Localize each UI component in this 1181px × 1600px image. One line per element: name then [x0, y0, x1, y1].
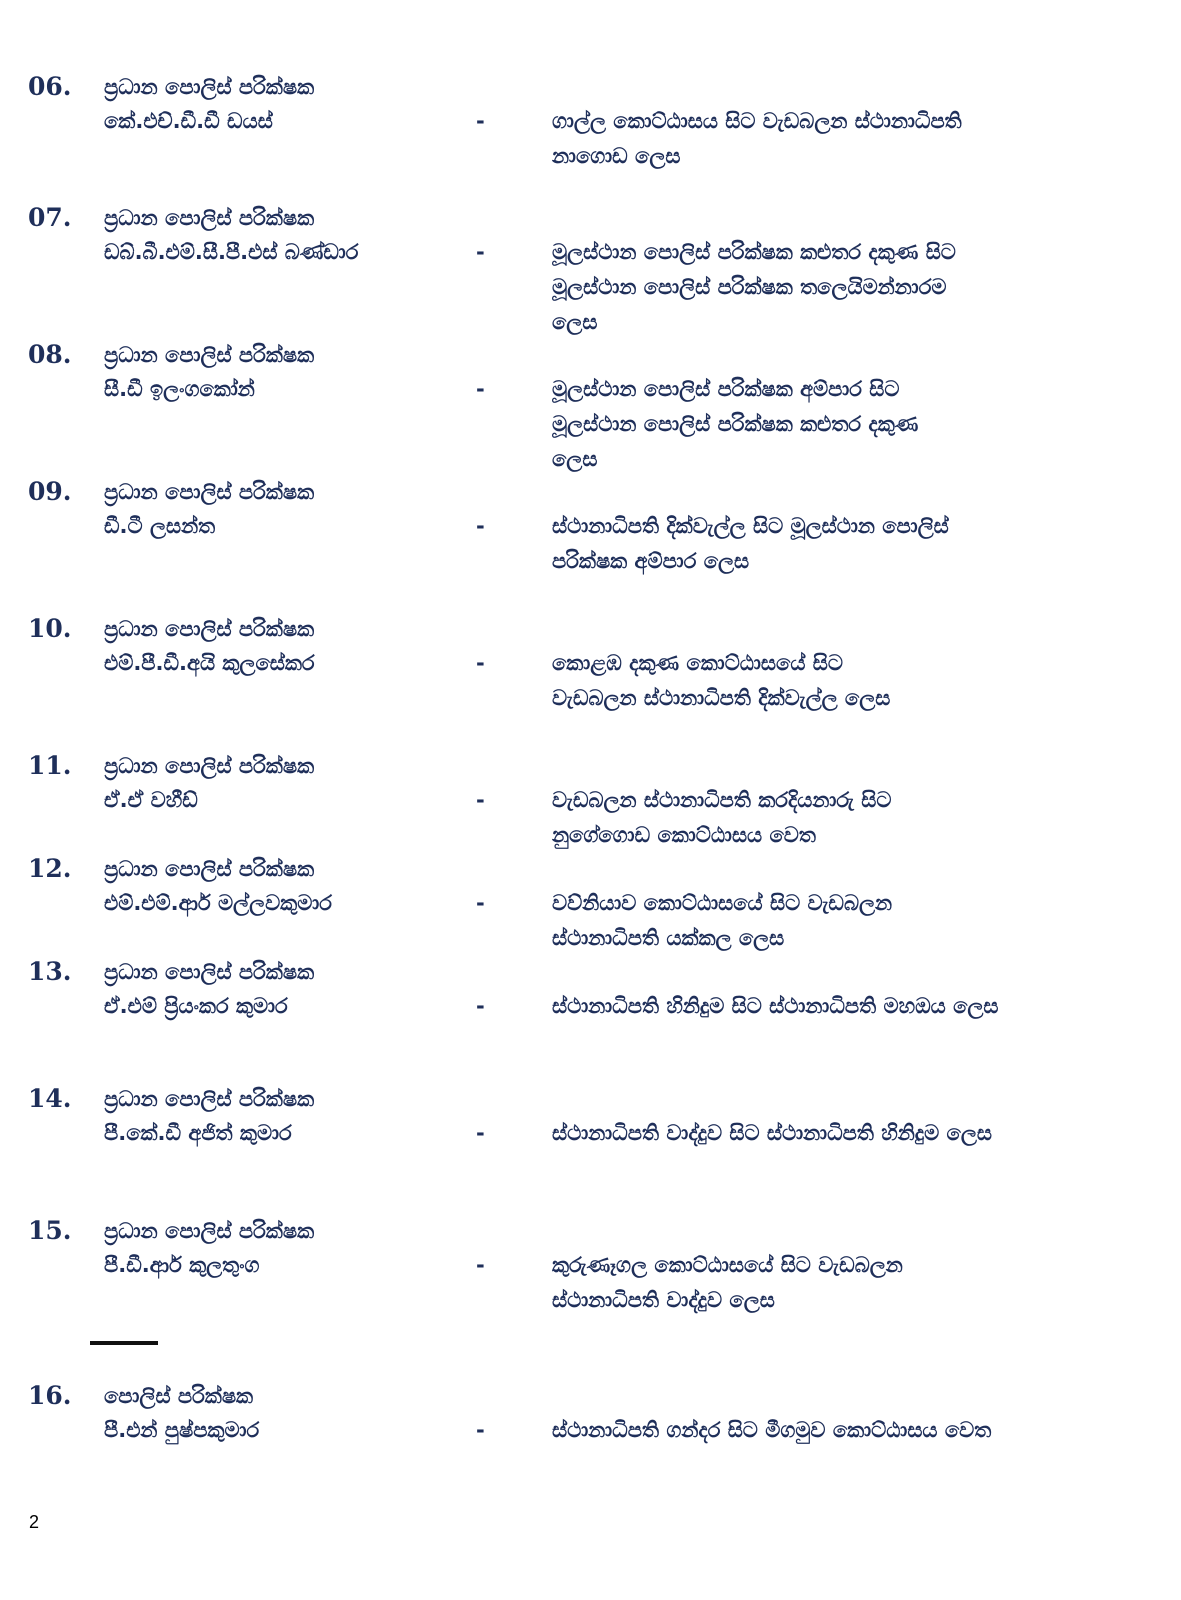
- separator-dash: -: [476, 109, 485, 133]
- officer-name: සී.ඩී ඉලංගකෝන්: [104, 377, 255, 401]
- officer-rank: ප්‍රධාන පොලිස් පරික්ෂක: [104, 617, 315, 641]
- transfer-line: වැඩබලන ස්ථානාධිපති දික්වැල්ල ලෙස: [552, 686, 891, 710]
- officer-name: කේ.එච්.ඩී.ඩී ඩයස්: [104, 109, 273, 133]
- officer-rank: ප්‍රධාන පොලිස් පරික්ෂක: [104, 1087, 315, 1111]
- transfer-line: මූලස්ථාන පොලිස් පරික්ෂක කළුතර දකුණ: [552, 412, 919, 436]
- transfer-line: කොළඹ දකුණ කොට්ඨාසයේ සිට: [552, 651, 843, 675]
- entry-number: 10.: [28, 614, 72, 643]
- transfer-description: [552, 104, 1132, 174]
- transfer-line: ගාල්ල කොට්ඨාසය සිට වැඩබලන ස්ථානාධිපති: [552, 109, 962, 133]
- entry-number: 09.: [28, 477, 72, 506]
- transfer-line: ස්ථානාධිපති දික්වැල්ල සිට මූලස්ථාන පොලිස්: [552, 514, 949, 538]
- transfer-description: [552, 235, 1132, 340]
- separator-dash: -: [476, 240, 485, 264]
- officer-rank: ප්‍රධාන පොලිස් පරික්ෂක: [104, 1219, 315, 1243]
- officer-rank: ප්‍රධාන පොලිස් පරික්ෂක: [104, 206, 315, 230]
- transfer-description: [552, 1248, 1132, 1318]
- officer-name: පී.එන් පුෂ්පකුමාර: [104, 1418, 260, 1442]
- transfer-line: ලෙස: [552, 310, 598, 334]
- entry-number: 15.: [28, 1216, 72, 1245]
- officer-rank: ප්‍රධාන පොලිස් පරික්ෂක: [104, 480, 315, 504]
- entry-number: 07.: [28, 203, 72, 232]
- entry-number: 08.: [28, 340, 72, 369]
- officer-name: ඩී.ටී ලසන්ත: [104, 514, 216, 538]
- separator-dash: -: [476, 1418, 485, 1442]
- transfer-line: වැඩබලන ස්ථානාධිපති කරදියනාරු සිට: [552, 788, 892, 812]
- transfer-description: [552, 1413, 1132, 1448]
- transfer-description: [552, 783, 1132, 853]
- entry-number: 12.: [28, 854, 72, 883]
- separator-dash: -: [476, 891, 485, 915]
- transfer-line: ස්ථානාධිපති වාද්දුව සිට ස්ථානාධිපති හිනිදුම ලෙස: [552, 1121, 992, 1145]
- officer-rank: ප්‍රධාන පොලිස් පරික්ෂක: [104, 857, 315, 881]
- transfer-line: කුරුණෑගල කොට්ඨාසයේ සිට වැඩබලන: [552, 1253, 903, 1277]
- entry-number: 11.: [28, 751, 72, 780]
- transfer-line: ස්ථානාධිපති වාද්දුව ලෙස: [552, 1288, 775, 1312]
- section-divider: [90, 1341, 158, 1345]
- entry-number: 13.: [28, 957, 72, 986]
- entry-number: 16.: [28, 1381, 72, 1410]
- officer-rank: ප්‍රධාන පොලිස් පරික්ෂක: [104, 960, 315, 984]
- transfer-line: මූලස්ථාන පොලිස් පරික්ෂක තලෙයිමන්නාරම: [552, 275, 947, 299]
- page-number: 2: [29, 1512, 40, 1532]
- officer-rank: ප්‍රධාන පොලිස් පරික්ෂක: [104, 343, 315, 367]
- separator-dash: -: [476, 1121, 485, 1145]
- separator-dash: -: [476, 514, 485, 538]
- transfer-line: ස්ථානාධිපති යක්කල ලෙස: [552, 926, 785, 950]
- transfer-line: මූලස්ථාන පොලිස් පරික්ෂක අම්පාර සිට: [552, 377, 900, 401]
- officer-rank: ප්‍රධාන පොලිස් පරික්ෂක: [104, 75, 315, 99]
- transfer-line: මූලස්ථාන පොලිස් පරික්ෂක කළුතර දකුණ සිට: [552, 240, 956, 264]
- transfer-description: [552, 646, 1132, 716]
- officer-name: පී.ඩී.ආර් කුලතුංග: [104, 1253, 260, 1277]
- separator-dash: -: [476, 788, 485, 812]
- transfer-line: ස්ථානාධිපති ගන්දර සිට මීගමුව කොට්ඨාසය වෙත: [552, 1418, 992, 1442]
- transfer-description: [552, 1116, 1132, 1151]
- officer-name: පී.කේ.ඩී අජිත් කුමාර: [104, 1121, 292, 1145]
- transfer-description: [552, 989, 1132, 1024]
- officer-name: ඒ.ඒ වහීඩ්: [104, 788, 198, 812]
- officer-name: ඒ.එම් ප්‍රියංකර කුමාර: [104, 994, 288, 1018]
- officer-name: එම්.පී.ඩී.අයි කුලසේකර: [104, 651, 315, 675]
- officer-name: ඩබ්.බී.එම්.සී.පී.එස් බණ්ඩාර: [104, 240, 359, 264]
- transfer-description: [552, 372, 1132, 477]
- separator-dash: -: [476, 377, 485, 401]
- separator-dash: -: [476, 651, 485, 675]
- officer-name: එම්.එම්.ආර් මල්ලවකුමාර: [104, 891, 332, 915]
- entry-number: 06.: [28, 72, 72, 101]
- transfer-line: වව්නියාව කොට්ඨාසයේ සිට වැඩබලන: [552, 891, 893, 915]
- transfer-description: [552, 509, 1132, 579]
- transfer-line: පරික්ෂක අම්පාර ලෙස: [552, 549, 750, 573]
- separator-dash: -: [476, 1253, 485, 1277]
- transfer-line: ස්ථානාධිපති හිනිදුම සිට ස්ථානාධිපති මහඔය ලෙස: [552, 994, 999, 1018]
- entry-number: 14.: [28, 1084, 72, 1113]
- transfer-line: නාගොඩ ලෙස: [552, 144, 681, 168]
- separator-dash: -: [476, 994, 485, 1018]
- transfer-description: [552, 886, 1132, 956]
- transfer-line: නුගේගොඩ කොට්ඨාසය වෙත: [552, 823, 816, 847]
- officer-rank: පොලිස් පරික්ෂක: [104, 1384, 254, 1408]
- officer-rank: ප්‍රධාන පොලිස් පරික්ෂක: [104, 754, 315, 778]
- transfer-line: ලෙස: [552, 447, 598, 471]
